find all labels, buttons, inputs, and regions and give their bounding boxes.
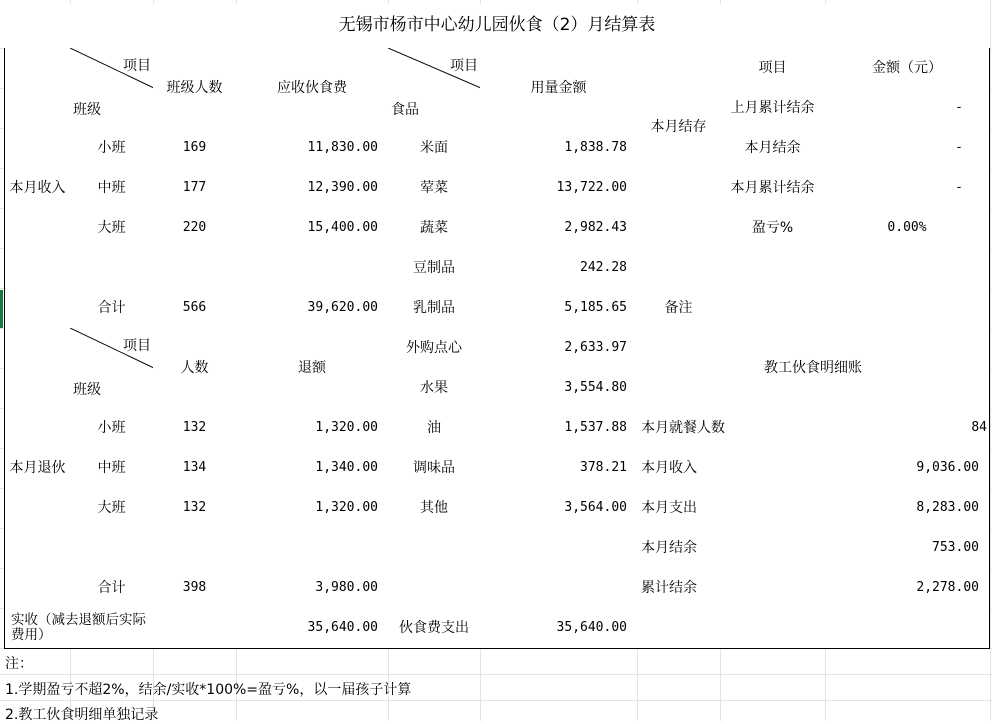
balance-item-cell[interactable]: 上月累计结余 bbox=[720, 88, 826, 129]
balance-col-amount-header[interactable]: 金额（元） bbox=[825, 48, 990, 89]
balance-amount-cell[interactable]: - bbox=[825, 88, 990, 129]
balance-col-item-header[interactable]: 项目 bbox=[720, 48, 826, 89]
refund-total-count[interactable]: 398 bbox=[153, 568, 237, 609]
income-fee-cell[interactable]: 15,400.00 bbox=[236, 208, 389, 249]
food-name-cell[interactable]: 调味品 bbox=[388, 448, 481, 489]
refund-amount-cell[interactable] bbox=[236, 528, 389, 569]
diag-label-class: 班级 bbox=[73, 381, 101, 398]
refund-amount-cell[interactable]: 1,320.00 bbox=[236, 408, 389, 449]
income-col-count-header[interactable]: 班级人数 bbox=[153, 48, 237, 129]
balance-item-cell[interactable]: 盈亏% bbox=[720, 208, 826, 249]
staff-value-cell[interactable]: 8,283.00 bbox=[825, 488, 990, 529]
food-amount-cell[interactable]: 1,838.78 bbox=[480, 128, 638, 169]
actual-received-label[interactable]: 实收（减去退额后实际费用） bbox=[4, 608, 154, 649]
refund-amount-cell[interactable]: 1,320.00 bbox=[236, 488, 389, 529]
page-title[interactable]: 无锡市杨市中心幼儿园伙食（2）月结算表 bbox=[4, 4, 990, 49]
refund-class-cell[interactable]: 小班 bbox=[70, 408, 154, 449]
food-name-cell[interactable]: 外购点心 bbox=[388, 328, 481, 369]
refund-diagonal-header[interactable] bbox=[70, 328, 154, 409]
food-amount-cell[interactable]: 3,564.00 bbox=[480, 488, 638, 529]
staff-label-cell[interactable]: 本月结余 bbox=[637, 528, 826, 569]
staff-value-cell[interactable] bbox=[825, 608, 990, 649]
food-name-cell[interactable]: 米面 bbox=[388, 128, 481, 169]
food-amount-cell[interactable] bbox=[480, 528, 638, 569]
notes-heading[interactable]: 注： bbox=[5, 656, 33, 672]
actual-received-count[interactable] bbox=[153, 608, 237, 649]
balance-label[interactable]: 本月结存 bbox=[637, 48, 721, 289]
food-name-cell[interactable]: 乳制品 bbox=[388, 288, 481, 329]
refund-total-label[interactable]: 合计 bbox=[70, 568, 154, 609]
note-line-2[interactable]: 2.教工伙食明细单独记录 bbox=[5, 707, 159, 723]
refund-count-cell[interactable]: 134 bbox=[153, 448, 237, 489]
staff-value-cell[interactable]: 9,036.00 bbox=[825, 448, 990, 489]
income-fee-cell[interactable]: 11,830.00 bbox=[236, 128, 389, 169]
food-name-cell[interactable]: 荤菜 bbox=[388, 168, 481, 209]
staff-value-cell[interactable]: 84 bbox=[825, 408, 990, 449]
food-amount-cell[interactable]: 1,537.88 bbox=[480, 408, 638, 449]
refund-amount-cell[interactable]: 1,340.00 bbox=[236, 448, 389, 489]
food-amount-cell[interactable] bbox=[480, 568, 638, 609]
balance-amount-cell[interactable]: 0.00% bbox=[825, 208, 990, 249]
income-total-label[interactable]: 合计 bbox=[70, 288, 154, 329]
staff-label-cell[interactable]: 本月收入 bbox=[637, 448, 826, 489]
refund-count-cell[interactable] bbox=[153, 528, 237, 569]
refund-col-amount-header[interactable]: 退额 bbox=[236, 328, 389, 409]
diag-label-class: 班级 bbox=[73, 101, 101, 118]
food-amount-cell[interactable]: 2,982.43 bbox=[480, 208, 638, 249]
actual-received-amount[interactable]: 35,640.00 bbox=[236, 608, 389, 649]
income-class-cell[interactable]: 大班 bbox=[70, 208, 154, 249]
staff-label-cell[interactable] bbox=[637, 608, 826, 649]
food-diagonal-header[interactable] bbox=[388, 48, 481, 129]
income-class-cell[interactable]: 小班 bbox=[70, 128, 154, 169]
food-name-cell[interactable]: 水果 bbox=[388, 368, 481, 409]
income-class-cell[interactable]: 中班 bbox=[70, 168, 154, 209]
staff-ledger-title[interactable]: 教工伙食明细账 bbox=[637, 328, 990, 409]
staff-label-cell[interactable]: 本月支出 bbox=[637, 488, 826, 529]
food-col-amount-header[interactable]: 用量金额 bbox=[480, 48, 638, 129]
food-name-cell[interactable]: 油 bbox=[388, 408, 481, 449]
balance-amount-cell[interactable]: - bbox=[825, 128, 990, 169]
income-count-cell[interactable]: 177 bbox=[153, 168, 237, 209]
remark-label[interactable]: 备注 bbox=[637, 288, 721, 329]
income-fee-cell[interactable]: 12,390.00 bbox=[236, 168, 389, 209]
food-expense-label[interactable]: 伙食费支出 bbox=[388, 608, 481, 649]
income-class-cell[interactable] bbox=[70, 248, 154, 289]
balance-amount-cell[interactable]: - bbox=[825, 168, 990, 209]
income-total-count[interactable]: 566 bbox=[153, 288, 237, 329]
income-count-cell[interactable] bbox=[153, 248, 237, 289]
balance-amount-cell[interactable] bbox=[825, 248, 990, 289]
refund-col-count-header[interactable]: 人数 bbox=[153, 328, 237, 409]
income-section-label[interactable]: 本月收入 bbox=[4, 48, 71, 329]
note-line-1[interactable]: 1.学期盈亏不超2%，结余/实收*100%=盈亏%，以一届孩子计算 bbox=[5, 682, 412, 698]
income-count-cell[interactable]: 169 bbox=[153, 128, 237, 169]
balance-item-cell[interactable] bbox=[720, 248, 826, 289]
food-amount-cell[interactable]: 2,633.97 bbox=[480, 328, 638, 369]
food-amount-cell[interactable]: 3,554.80 bbox=[480, 368, 638, 409]
food-expense-amount[interactable]: 35,640.00 bbox=[480, 608, 638, 649]
food-name-cell[interactable]: 豆制品 bbox=[388, 248, 481, 289]
refund-count-cell[interactable]: 132 bbox=[153, 488, 237, 529]
food-amount-cell[interactable]: 13,722.00 bbox=[480, 168, 638, 209]
balance-item-cell[interactable]: 本月累计结余 bbox=[720, 168, 826, 209]
remark-value[interactable] bbox=[720, 288, 990, 329]
income-diagonal-header[interactable] bbox=[70, 48, 154, 129]
staff-label-cell[interactable]: 本月就餐人数 bbox=[637, 408, 826, 449]
diag-label-item: 项目 bbox=[123, 338, 151, 354]
diag-label-item: 项目 bbox=[123, 58, 151, 74]
food-amount-cell[interactable]: 5,185.65 bbox=[480, 288, 638, 329]
refund-class-cell[interactable]: 中班 bbox=[70, 448, 154, 489]
staff-value-cell[interactable]: 753.00 bbox=[825, 528, 990, 569]
income-fee-cell[interactable] bbox=[236, 248, 389, 289]
income-count-cell[interactable]: 220 bbox=[153, 208, 237, 249]
food-amount-cell[interactable]: 242.28 bbox=[480, 248, 638, 289]
food-name-cell[interactable]: 其他 bbox=[388, 488, 481, 529]
food-name-cell[interactable] bbox=[388, 528, 481, 569]
diag-label-item: 项目 bbox=[450, 58, 478, 74]
refund-class-cell[interactable] bbox=[70, 528, 154, 569]
food-name-cell[interactable]: 蔬菜 bbox=[388, 208, 481, 249]
staff-value-cell[interactable]: 2,278.00 bbox=[825, 568, 990, 609]
diag-label-food: 食品 bbox=[391, 101, 419, 118]
refund-total-amount[interactable]: 3,980.00 bbox=[236, 568, 389, 609]
staff-label-cell[interactable]: 累计结余 bbox=[637, 568, 826, 609]
refund-count-cell[interactable]: 132 bbox=[153, 408, 237, 449]
income-col-fee-header[interactable]: 应收伙食费 bbox=[236, 48, 389, 129]
food-name-cell[interactable] bbox=[388, 568, 481, 609]
selection-marker bbox=[0, 290, 3, 328]
refund-section-label[interactable]: 本月退伙 bbox=[4, 328, 71, 609]
balance-item-cell[interactable]: 本月结余 bbox=[720, 128, 826, 169]
refund-class-cell[interactable]: 大班 bbox=[70, 488, 154, 529]
income-total-fee[interactable]: 39,620.00 bbox=[236, 288, 389, 329]
food-amount-cell[interactable]: 378.21 bbox=[480, 448, 638, 489]
